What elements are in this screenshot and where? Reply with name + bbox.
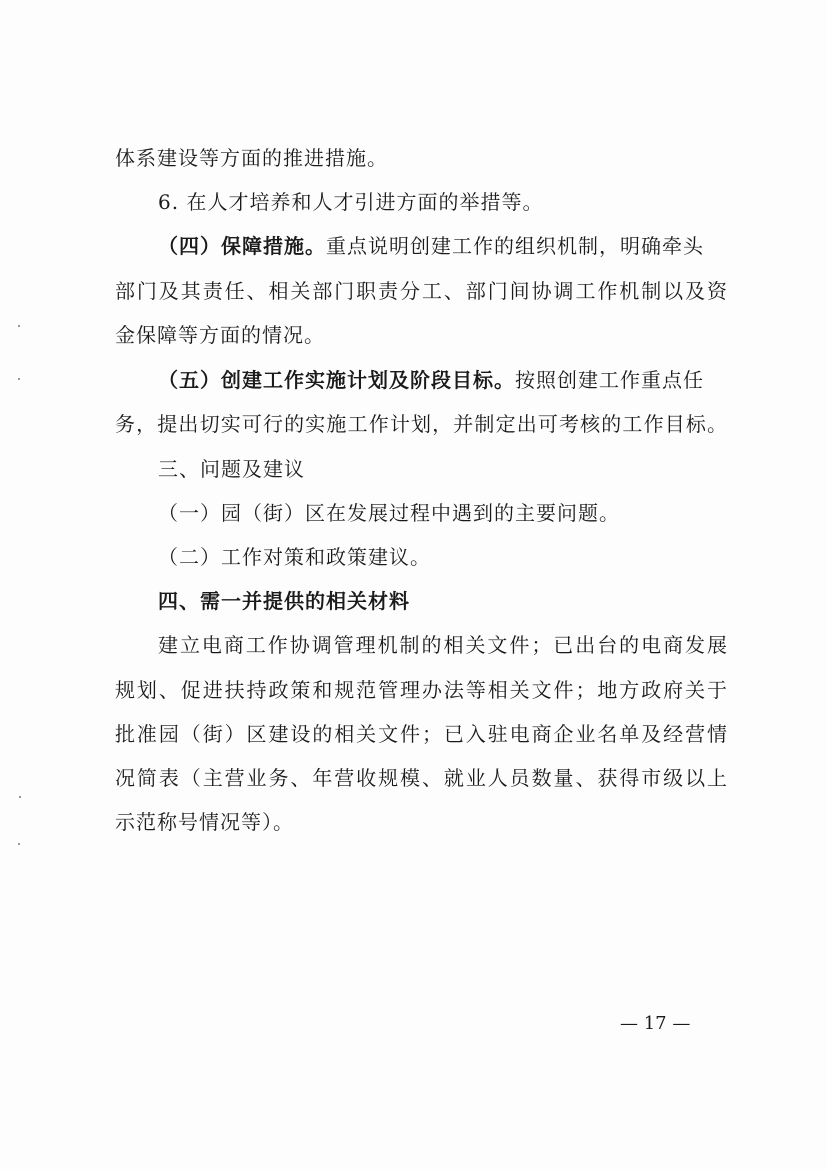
section-5-text: 按照创建工作重点任 (515, 368, 704, 392)
paragraph-line: 规划、促进扶持政策和规范管理办法等相关文件；地方政府关于 (115, 678, 727, 702)
scan-mark (19, 796, 21, 798)
section-heading-3: 三、问题及建议 (158, 457, 305, 481)
list-item: （一）园（街）区在发展过程中遇到的主要问题。 (158, 501, 620, 525)
paragraph-line: 部门及其责任、相关部门职责分工、部门间协调工作机制以及资 (115, 279, 727, 303)
page-number: — 17 — (620, 1013, 691, 1034)
paragraph-line: 金保障等方面的情况。 (115, 323, 325, 347)
section-heading-4: 四、需一并提供的相关材料 (158, 589, 410, 613)
section-4-text: 重点说明创建工作的组织机制，明确牵头 (326, 234, 704, 258)
section-4-heading: （四）保障措施。 (158, 234, 326, 258)
scan-mark (18, 843, 20, 845)
section-5-first-line (158, 370, 704, 390)
scan-mark (18, 325, 20, 327)
section-4-first-line (158, 236, 704, 256)
paragraph-line: 务，提出切实可行的实施工作计划，并制定出可考核的工作目标。 (115, 412, 727, 436)
list-item-6: 6. 在人才培养和人才引进方面的举措等。 (158, 190, 544, 214)
paragraph-line: 建立电商工作协调管理机制的相关文件；已出台的电商发展 (158, 633, 727, 657)
scan-mark (18, 378, 20, 380)
paragraph-line: 批准园（街）区建设的相关文件；已入驻电商企业名单及经营情 (115, 722, 727, 746)
paragraph-line: 体系建设等方面的推进措施。 (115, 146, 388, 170)
section-5-heading: （五）创建工作实施计划及阶段目标。 (158, 368, 515, 392)
paragraph-line: 况简表（主营业务、年营收规模、就业人员数量、获得市级以上 (115, 766, 727, 790)
paragraph-line: 示范称号情况等）。 (115, 810, 294, 834)
list-item: （二）工作对策和政策建议。 (158, 545, 431, 569)
